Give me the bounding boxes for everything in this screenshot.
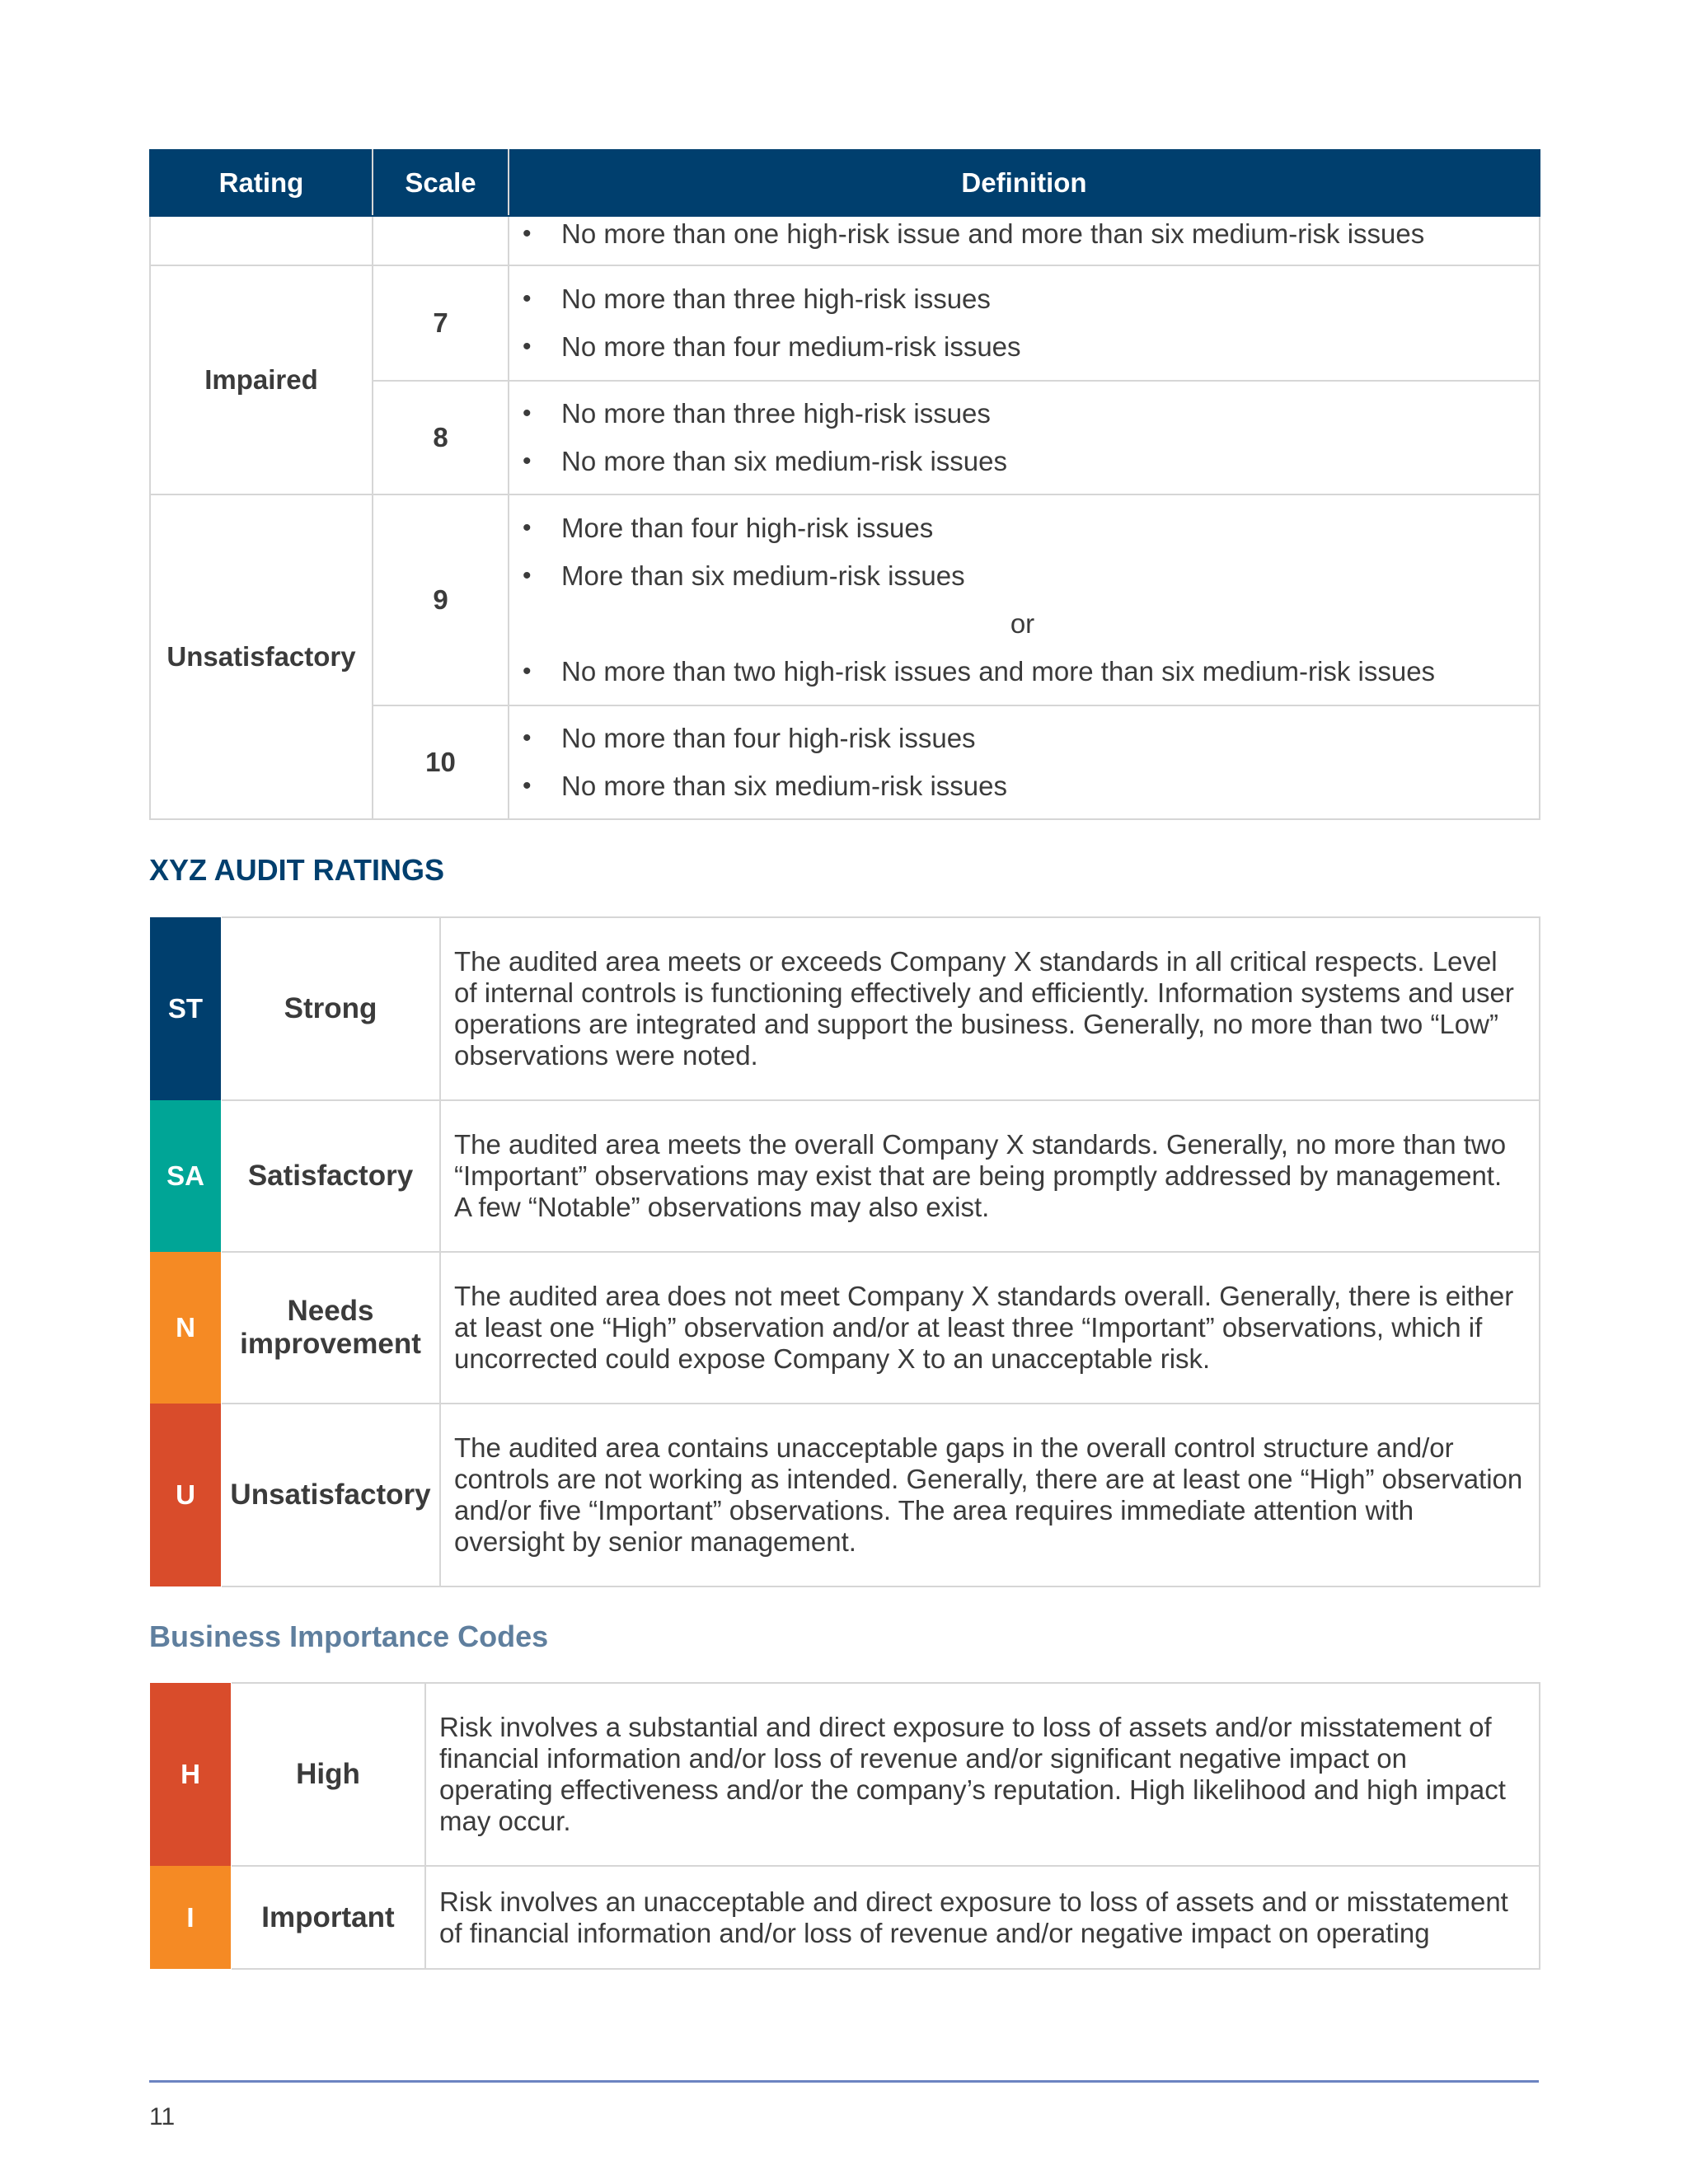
rating-code-badge: ST <box>150 917 221 1100</box>
business-importance-codes-heading: Business Importance Codes <box>149 1619 549 1653</box>
rating-code-badge: U <box>150 1404 221 1586</box>
rating-code-badge: N <box>150 1252 221 1404</box>
bullet-item: • More than six medium-risk issues <box>523 552 1522 600</box>
definition-cell <box>509 216 1540 265</box>
header-scale: Scale <box>373 150 509 216</box>
bullet-item: • No more than one high-risk issue and more than six medium-risk issues <box>523 210 1522 258</box>
definition-cell <box>509 494 1540 705</box>
scale-7: 7 <box>373 265 509 381</box>
importance-description: Risk involves a substantial and direct exposure to loss of assets and/or misstatement of financial information and/or loss of revenue and/or significant negative impact on operating effectiveness and/or the company’s reputation. High likelihood and high impact may occur. <box>425 1683 1540 1866</box>
table-row <box>150 494 1540 705</box>
importance-code-badge: H <box>150 1683 231 1866</box>
xyz-audit-ratings-heading: XYZ AUDIT RATINGS <box>149 853 444 887</box>
scale-8: 8 <box>373 381 509 494</box>
header-rating: Rating <box>150 150 373 216</box>
rating-cell-empty <box>150 216 373 265</box>
rating-description: The audited area does not meet Company X standards overall. Generally, there is either at least one “High” observation and/or at least three “Important” observations, which if uncorrected could expose Company X to an unacceptable risk. <box>440 1252 1540 1404</box>
bullet-item: • No more than six medium-risk issues <box>523 762 1522 810</box>
scale-cell-empty <box>373 216 509 265</box>
importance-label: Important <box>231 1866 425 1969</box>
table-header-row <box>150 150 1540 216</box>
importance-label: High <box>231 1683 425 1866</box>
bullet-item: • No more than two high-risk issues and more than six medium-risk issues <box>523 648 1522 696</box>
bullet-item: • No more than three high-risk issues <box>523 390 1522 438</box>
scale-10: 10 <box>373 705 509 819</box>
rating-description: The audited area meets or exceeds Company X standards in all critical respects. Level of internal controls is functioning effectively and efficiently. Information systems and user operations are integrated and support the business. Generally, no more than two “Low” observations were noted. <box>440 917 1540 1100</box>
bullet-item: • No more than six medium-risk issues <box>523 438 1522 485</box>
table-row <box>150 917 1540 1100</box>
bullet-item: • More than four high-risk issues <box>523 504 1522 552</box>
table-row <box>150 1100 1540 1252</box>
importance-code-badge: I <box>150 1866 231 1969</box>
table-row <box>150 1252 1540 1404</box>
bullet-item: • No more than three high-risk issues <box>523 275 1522 323</box>
rating-scale-table <box>149 149 1540 820</box>
page-number: 11 <box>149 2103 176 2130</box>
rating-impaired: Impaired <box>150 265 373 494</box>
or-separator: or <box>1010 608 1035 639</box>
table-row <box>150 1404 1540 1586</box>
rating-label: Needs improvement <box>221 1252 440 1404</box>
rating-unsatisfactory: Unsatisfactory <box>150 494 373 819</box>
bullet-item: • No more than four high-risk issues <box>523 715 1522 762</box>
definition-cell <box>509 381 1540 494</box>
scale-9: 9 <box>373 494 509 705</box>
rating-description: The audited area contains unacceptable gaps in the overall control structure and/or controls are not working as intended. Generally, there are at least one “High” observation and/or five “Important” observations. The area requires immediate attention with oversight by senior management. <box>440 1404 1540 1586</box>
rating-code-badge: SA <box>150 1100 221 1252</box>
header-definition: Definition <box>509 150 1540 216</box>
rating-label: Unsatisfactory <box>221 1404 440 1586</box>
table-row <box>150 1683 1540 1866</box>
definition-cell <box>509 705 1540 819</box>
rating-label: Satisfactory <box>221 1100 440 1252</box>
footer-divider <box>149 2080 1539 2083</box>
definition-cell <box>509 265 1540 381</box>
rating-label: Strong <box>221 917 440 1100</box>
importance-description: Risk involves an unacceptable and direct exposure to loss of assets and or misstatement of financial information and/or loss of revenue and/or negative impact on operating <box>425 1866 1540 1969</box>
table-row <box>150 216 1540 265</box>
audit-ratings-table <box>149 916 1540 1587</box>
importance-codes-table <box>149 1682 1540 1970</box>
table-row <box>150 265 1540 381</box>
bullet-item: • No more than four medium-risk issues <box>523 323 1522 371</box>
rating-description: The audited area meets the overall Company X standards. Generally, no more than two “Important” observations may exist that are being promptly addressed by management. A few “Notable” observations may also exist. <box>440 1100 1540 1252</box>
table-row <box>150 1866 1540 1969</box>
